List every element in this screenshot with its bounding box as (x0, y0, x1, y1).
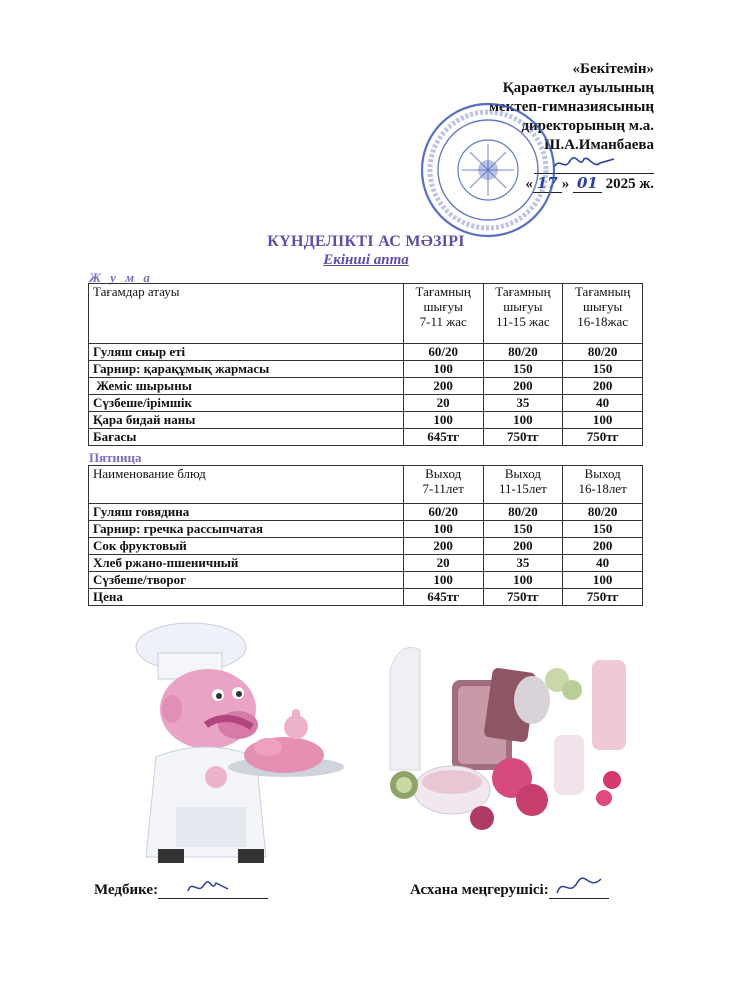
menu-table-kz (88, 283, 643, 446)
header-output-16-18 (563, 466, 643, 504)
header-dish-name: Тағамдар атауы (89, 284, 404, 344)
kitchen-head-label: Асхана меңгерушісі: (410, 882, 549, 898)
portion-value: 150 (483, 521, 563, 538)
kitchen-head-signature (410, 882, 609, 899)
dish-name: Гуляш говядина (89, 504, 404, 521)
table-row (89, 395, 643, 412)
header-output-16-18 (563, 284, 643, 344)
header-text: 7-11лет (422, 481, 464, 496)
header-text: шығуы (503, 299, 543, 314)
portion-value: 20 (403, 395, 483, 412)
food-illustration-icon (382, 640, 640, 840)
price-value: 645тг (403, 429, 483, 446)
price-value: 750тг (483, 429, 563, 446)
portion-value: 200 (563, 378, 643, 395)
page-title: КҮНДЕЛІКТІ АС МӘЗІРІ (267, 233, 465, 250)
header-text: Тағамның (415, 284, 471, 299)
portion-value: 60/20 (403, 504, 483, 521)
approval-date: « 17 » 01 2025 ж. (525, 174, 654, 192)
table-row (89, 555, 643, 572)
portion-value: 200 (563, 538, 643, 555)
dish-name: Хлеб ржано-пшеничный (89, 555, 404, 572)
portion-value: 80/20 (483, 344, 563, 361)
table-row (89, 504, 643, 521)
portion-value: 100 (403, 572, 483, 589)
table-row (89, 361, 643, 378)
table-row (89, 412, 643, 429)
signature-scribble-icon (549, 875, 609, 897)
approval-line: мектеп-гимназиясының (488, 99, 654, 115)
dish-name: Сүзбеше/ірімшік (89, 395, 404, 412)
portion-value: 100 (563, 412, 643, 429)
header-text: 11-15лет (498, 481, 547, 496)
date-month: 01 (573, 174, 602, 193)
portion-value: 40 (563, 555, 643, 572)
header-dish-name: Наименование блюд (89, 466, 404, 504)
chef-illustration-icon (96, 617, 358, 865)
approval-line: «Бекітемін» (572, 61, 654, 77)
table-row (89, 344, 643, 361)
dish-name: Жеміс шырыны (89, 378, 404, 395)
portion-value: 200 (483, 378, 563, 395)
week-subtitle: Екінші апта (323, 252, 409, 268)
table-row (89, 521, 643, 538)
signature-scribble-icon (158, 875, 268, 897)
dish-name: Қара бидай наны (89, 412, 404, 429)
portion-value: 150 (483, 361, 563, 378)
date-year: 2025 ж. (605, 176, 654, 192)
kitchen-signature-line (549, 883, 609, 899)
portion-value: 60/20 (403, 344, 483, 361)
price-value: 750тг (563, 429, 643, 446)
dish-name: Сүзбеше/творог (89, 572, 404, 589)
date-day: 17 (533, 174, 562, 193)
header-text: шығуы (582, 299, 623, 314)
portion-value: 200 (403, 538, 483, 555)
portion-value: 100 (563, 572, 643, 589)
day-label-ru: Пятница (89, 450, 142, 465)
portion-value: 150 (563, 361, 643, 378)
portion-value: 80/20 (563, 504, 643, 521)
portion-value: 20 (403, 555, 483, 572)
price-value: 645тг (403, 589, 483, 606)
header-output-11-15 (483, 284, 563, 344)
table-row-price (89, 429, 643, 446)
table-row-price (89, 589, 643, 606)
header-text: Выход (584, 466, 621, 481)
table-row (89, 572, 643, 589)
portion-value: 100 (403, 412, 483, 429)
portion-value: 200 (483, 538, 563, 555)
header-text: 16-18лет (578, 481, 627, 496)
table-row (89, 378, 643, 395)
header-text: шығуы (423, 299, 463, 314)
table-row (89, 538, 643, 555)
header-text: Тағамның (495, 284, 551, 299)
approval-line: Қараөткел ауылының (502, 80, 654, 96)
price-value: 750тг (563, 589, 643, 606)
table-header-row (89, 284, 643, 344)
portion-value: 35 (483, 395, 563, 412)
portion-value: 100 (483, 412, 563, 429)
nurse-label: Медбике: (94, 882, 159, 898)
portion-value: 100 (403, 521, 483, 538)
nurse-signature (94, 882, 268, 899)
portion-value: 100 (403, 361, 483, 378)
portion-value: 200 (403, 378, 483, 395)
header-text: 11-15 жас (496, 314, 550, 329)
portion-value: 150 (563, 521, 643, 538)
official-seal-icon (418, 100, 558, 240)
price-label: Бағасы (89, 429, 404, 446)
dish-name: Гарнир: гречка рассыпчатая (89, 521, 404, 538)
header-text: Выход (425, 466, 462, 481)
header-output-11-15 (483, 466, 563, 504)
portion-value: 35 (483, 555, 563, 572)
header-output-7-11 (403, 284, 483, 344)
header-text: Выход (504, 466, 541, 481)
header-text: Тағамның (574, 284, 631, 299)
nurse-signature-line (158, 883, 268, 899)
portion-value: 80/20 (563, 344, 643, 361)
approval-line: директорының м.а. (521, 118, 654, 134)
portion-value: 100 (483, 572, 563, 589)
table-header-row (89, 466, 643, 504)
approval-line: Ш.А.Иманбаева (544, 137, 654, 153)
day-label-kz: Ж у м а (89, 270, 153, 285)
header-output-7-11 (403, 466, 483, 504)
portion-value: 40 (563, 395, 643, 412)
header-text: 16-18жас (577, 314, 629, 329)
dish-name: Гарнир: қарақұмық жармасы (89, 361, 404, 378)
header-text: 7-11 жас (419, 314, 467, 329)
price-value: 750тг (483, 589, 563, 606)
dish-name: Сок фруктовый (89, 538, 404, 555)
menu-table-ru (88, 465, 643, 606)
portion-value: 80/20 (483, 504, 563, 521)
dish-name: Гуляш сиыр еті (89, 344, 404, 361)
price-label: Цена (89, 589, 404, 606)
